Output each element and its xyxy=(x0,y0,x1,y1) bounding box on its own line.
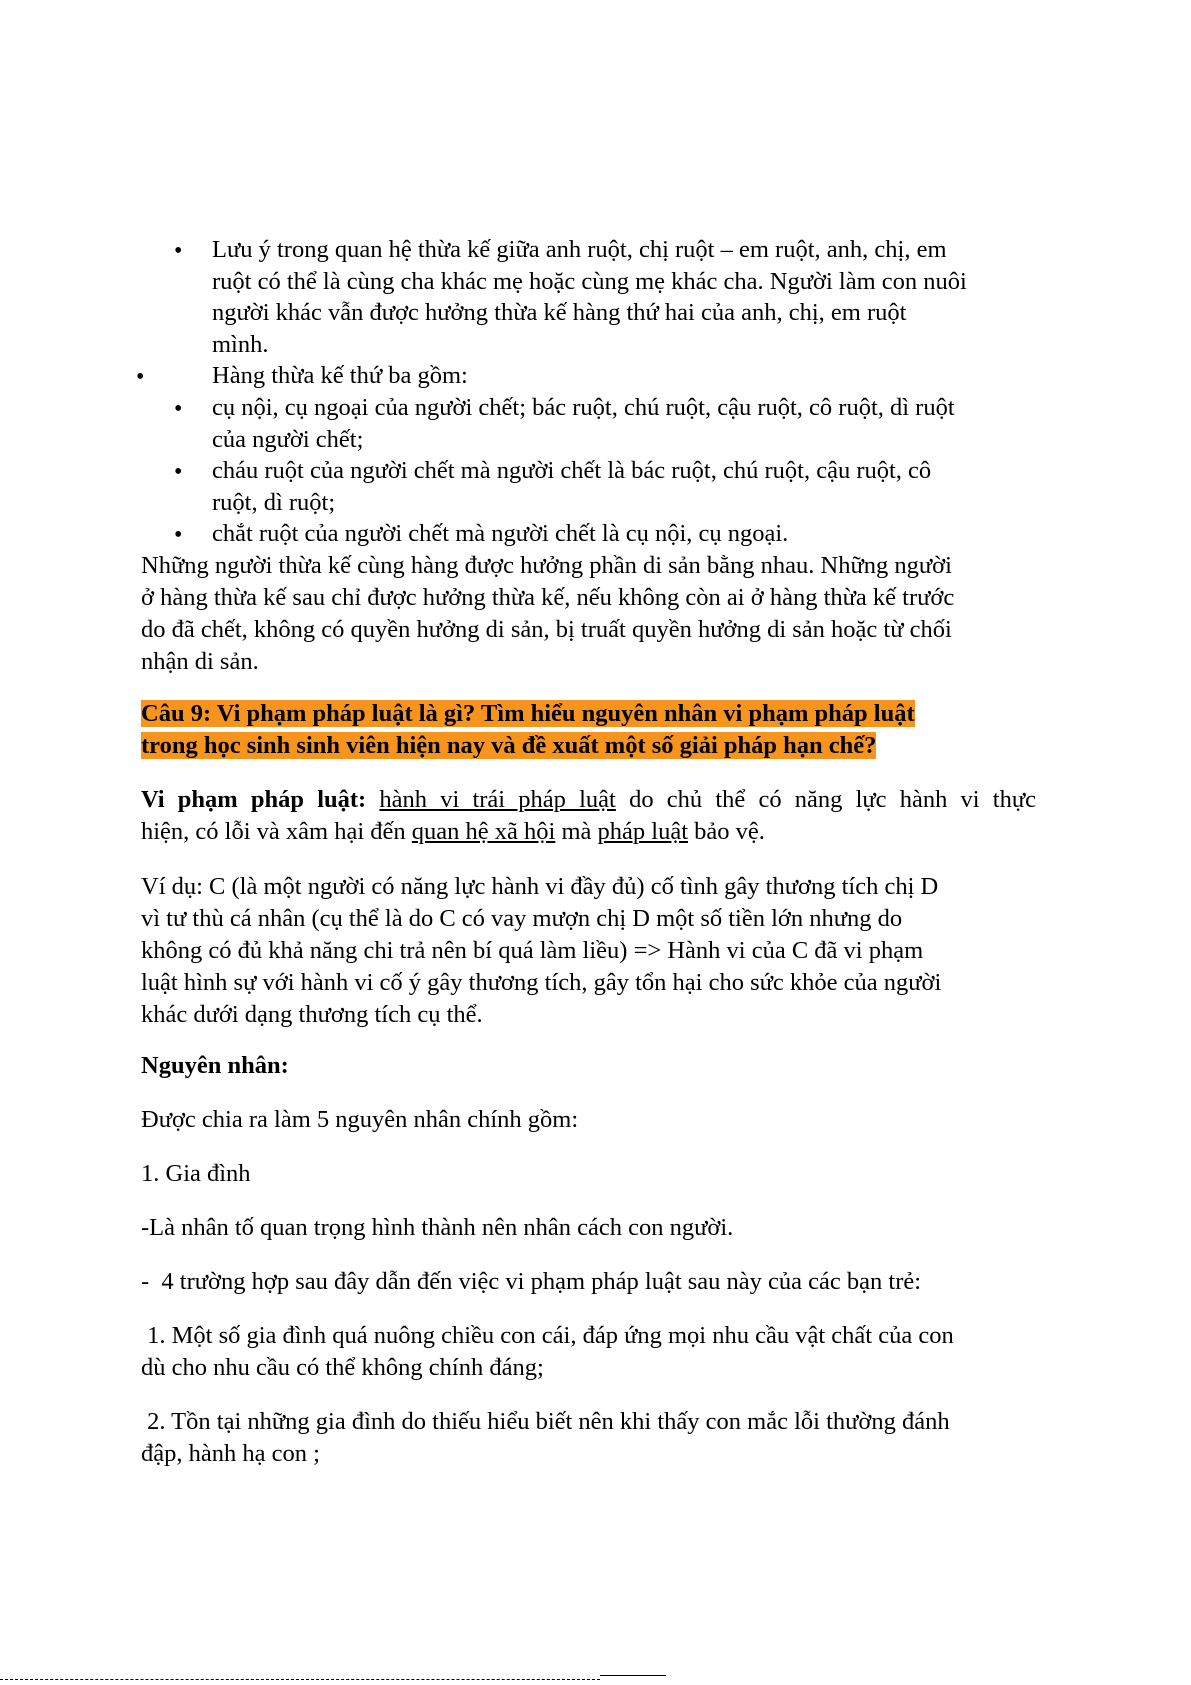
list-item-line: mình. xyxy=(212,331,269,358)
paragraph-line: ở hàng thừa kế sau chỉ được hưởng thừa kế, nếu không còn ai ở hàng thừa kế trước xyxy=(141,584,955,611)
highlighted-text: trong học sinh sinh viên hiện nay và đề xuất một số giải pháp hạn chế? xyxy=(141,732,877,759)
third-rank-heading: Hàng thừa kế thứ ba gồm: xyxy=(212,362,468,389)
case-line: 2. Tồn tại những gia đình do thiếu hiểu biết nên khi thấy con mắc lỗi thường đánh xyxy=(141,1408,950,1435)
bullet-dot: • xyxy=(174,522,183,548)
list-item-line: của người chết; xyxy=(212,426,364,453)
example-line: vì tư thù cá nhân (cụ thể là do C có vay mượn chị D một số tiền lớn nhưng do xyxy=(141,905,903,932)
definition-text: bảo vệ. xyxy=(694,818,765,845)
question-heading-line xyxy=(141,698,915,730)
definition-line xyxy=(141,784,1036,816)
example-line: khác dưới dạng thương tích cụ thể. xyxy=(141,1001,483,1028)
definition-text: hiện, có lỗi và xâm hại đến xyxy=(141,818,406,845)
list-item-line: chắt ruột của người chết mà người chết là cụ nội, cụ ngoại. xyxy=(212,520,789,547)
list-item-line: ruột, dì ruột; xyxy=(212,489,336,516)
definition-line xyxy=(141,816,765,848)
list-item-line: cụ nội, cụ ngoại của người chết; bác ruột, chú ruột, cậu ruột, cô ruột, dì ruột xyxy=(212,394,955,421)
definition-link-quan-he[interactable]: quan hệ xã hội xyxy=(411,818,556,845)
bullet-dot: • xyxy=(174,459,183,485)
question-heading-line xyxy=(141,730,876,762)
causes-intro: Được chia ra làm 5 nguyên nhân chính gồm: xyxy=(141,1106,579,1133)
example-line: luật hình sự với hành vi cố ý gây thương tích, gây tổn hại cho sức khỏe của người xyxy=(141,969,942,996)
family-line: -Là nhân tố quan trọng hình thành nên nhân cách con người. xyxy=(141,1214,734,1241)
causes-heading: Nguyên nhân: xyxy=(141,1052,289,1079)
list-item-line: ruột có thể là cùng cha khác mẹ hoặc cùng mẹ khác cha. Người làm con nuôi xyxy=(212,268,967,295)
list-item-line: người khác vẫn được hưởng thừa kế hàng thứ hai của anh, chị, em ruột xyxy=(212,299,907,326)
example-line: Ví dụ: C (là một người có năng lực hành vi đầy đủ) cố tình gây thương tích chị D xyxy=(141,873,939,900)
list-item-line: Lưu ý trong quan hệ thừa kế giữa anh ruột, chị ruột – em ruột, anh, chị, em xyxy=(212,236,947,263)
definition-text: mà xyxy=(561,818,592,845)
family-title: 1. Gia đình xyxy=(141,1160,251,1187)
page-bottom-divider xyxy=(0,1679,600,1680)
definition-term: Vi phạm pháp luật: xyxy=(141,786,367,813)
family-line: - 4 trường hợp sau đây dẫn đến việc vi phạm pháp luật sau này của các bạn trẻ: xyxy=(141,1268,922,1295)
case-line: 1. Một số gia đình quá nuông chiều con cái, đáp ứng mọi nhu cầu vật chất của con xyxy=(141,1322,954,1349)
list-item-line: cháu ruột của người chết mà người chết là bác ruột, chú ruột, cậu ruột, cô xyxy=(212,457,932,484)
paragraph-line: do đã chết, không có quyền hưởng di sản, bị truất quyền hưởng di sản hoặc từ chối xyxy=(141,616,952,643)
case-line: đập, hành hạ con ; xyxy=(141,1440,320,1467)
highlighted-text: Câu 9: Vi phạm pháp luật là gì? Tìm hiểu nguyên nhân vi phạm pháp luật xyxy=(141,700,915,727)
page-bottom-divider xyxy=(600,1675,666,1676)
paragraph-line: Những người thừa kế cùng hàng được hưởng phần di sản bằng nhau. Những người xyxy=(141,552,952,579)
definition-link-hanh-vi[interactable]: hành vi trái pháp luật xyxy=(379,786,616,813)
paragraph-line: nhận di sản. xyxy=(141,648,259,675)
example-line: không có đủ khả năng chi trả nên bí quá làm liều) => Hành vi của C đã vi phạm xyxy=(141,937,924,964)
definition-text: do chủ thể có năng lực hành vi thực xyxy=(629,786,1037,813)
bullet-dot: • xyxy=(174,238,183,264)
bullet-dot: • xyxy=(136,364,145,390)
case-line: dù cho nhu cầu có thể không chính đáng; xyxy=(141,1354,544,1381)
bullet-dot: • xyxy=(174,396,183,422)
definition-link-phap-luat[interactable]: pháp luật xyxy=(597,818,689,845)
